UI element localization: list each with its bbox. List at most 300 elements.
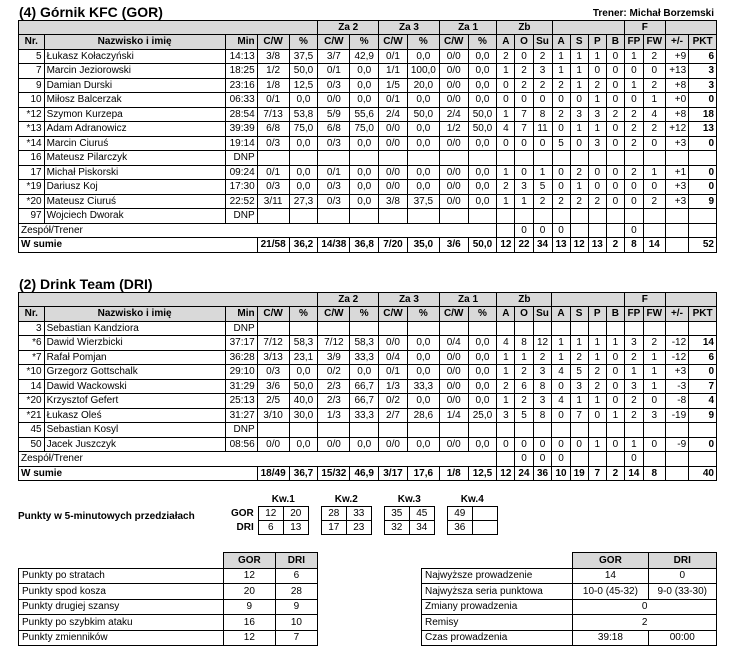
stat-cell: 58,3 (289, 336, 318, 351)
stat-cell: 0/0 (318, 93, 350, 108)
stat-cell: 0,0 (468, 194, 497, 209)
stat-cell: 5/9 (318, 107, 350, 122)
stat-cell: 1/2 (439, 122, 468, 137)
empty-cell (689, 151, 717, 166)
stat-cell: 0 (606, 180, 624, 195)
quarter-score: 36 (447, 521, 472, 535)
header-blank (19, 293, 318, 307)
empty-cell (350, 209, 379, 224)
total-cell: 19 (570, 466, 588, 481)
stats-row (19, 568, 318, 584)
total-cell: 3/17 (379, 466, 408, 481)
stat-cell: -9 (665, 437, 688, 452)
stat-cell: 0 (643, 394, 665, 409)
quarters-gap (434, 507, 447, 521)
stat-cell: 0 (515, 49, 533, 64)
stat-cell: 1 (497, 394, 515, 409)
total-cell: 2 (606, 466, 624, 481)
stat-cell: 3 (643, 408, 665, 423)
stats-row (422, 568, 717, 584)
stat-cell: 2 (588, 379, 606, 394)
header-group-za1: Za 1 (439, 293, 497, 307)
minutes: 37:17 (225, 336, 257, 351)
stat-cell: 55,6 (350, 107, 379, 122)
minutes: 25:13 (225, 394, 257, 409)
total-cell: 36,2 (289, 238, 318, 253)
stat-cell: 2/4 (379, 107, 408, 122)
stats-row (422, 615, 717, 631)
player-number: 17 (19, 165, 45, 180)
stat-cell: 50,0 (468, 107, 497, 122)
stat-cell: 0 (552, 437, 570, 452)
stat-cell: 0,0 (350, 437, 379, 452)
stat-cell: 6 (689, 49, 717, 64)
stat-cell: 0 (689, 93, 717, 108)
stat-cell: 7 (689, 379, 717, 394)
stat-cell: 0,0 (407, 336, 439, 351)
stat-cell: 8 (533, 408, 552, 423)
empty-cell (665, 423, 688, 438)
empty-cell (350, 321, 379, 336)
stat-cell: 1 (588, 394, 606, 409)
empty-cell (606, 223, 624, 238)
stat-cell: 4 (552, 394, 570, 409)
stat-cell: 1/2 (257, 64, 289, 79)
stat-cell: 2 (515, 78, 533, 93)
player-number: 7 (19, 64, 45, 79)
stat-cell: 3 (515, 180, 533, 195)
stat-cell: 9 (689, 194, 717, 209)
header-group-za2: Za 2 (318, 21, 379, 35)
stats-row (422, 630, 717, 646)
empty-cell (552, 151, 570, 166)
empty-cell (407, 321, 439, 336)
empty-cell (257, 423, 289, 438)
stat-cell: 53,8 (289, 107, 318, 122)
team-fouls: 0 (624, 452, 643, 467)
total-cell: 10 (552, 466, 570, 481)
empty-cell (439, 151, 468, 166)
stat-cell: 0/0 (379, 437, 408, 452)
player-row (19, 321, 717, 336)
total-cell: 40 (689, 466, 717, 481)
stats-right-table (421, 552, 717, 646)
stat-cell: 0/1 (379, 365, 408, 380)
stat-cell: 1 (588, 336, 606, 351)
column-header: Su (533, 307, 552, 322)
header-blank (665, 293, 716, 307)
quarters-gap (434, 521, 447, 535)
stat-cell: 0/1 (257, 93, 289, 108)
stats-header: GOR (573, 553, 648, 569)
empty-cell (379, 151, 408, 166)
empty-cell (643, 321, 665, 336)
stats-label: Punkty drugiej szansy (19, 599, 224, 615)
stat-cell: 2 (606, 107, 624, 122)
stat-cell: 0 (606, 194, 624, 209)
empty-cell (407, 151, 439, 166)
empty-cell (407, 423, 439, 438)
stat-cell: 0 (533, 437, 552, 452)
stat-cell: 0,0 (468, 336, 497, 351)
stat-cell: 66,7 (350, 394, 379, 409)
stat-cell: 0,0 (407, 365, 439, 380)
stat-cell: +8 (665, 78, 688, 93)
minutes: 28:54 (225, 107, 257, 122)
stat-cell: 2 (588, 194, 606, 209)
minutes: 23:16 (225, 78, 257, 93)
empty-cell (570, 452, 588, 467)
empty-cell (468, 151, 497, 166)
empty-cell (570, 223, 588, 238)
stat-cell: 0/0 (257, 437, 289, 452)
player-number: *10 (19, 365, 45, 380)
total-cell: 12 (570, 238, 588, 253)
empty-cell (257, 209, 289, 224)
empty-cell (624, 209, 643, 224)
stat-cell: 0 (515, 136, 533, 151)
column-header: FP (624, 307, 643, 322)
team1-title: (4) Górnik KFC (GOR) (19, 4, 163, 20)
stat-cell: 2 (624, 408, 643, 423)
minutes: DNP (225, 209, 257, 224)
stat-cell: 3/11 (257, 194, 289, 209)
stat-cell: 7 (515, 122, 533, 137)
stat-cell: 0,0 (468, 365, 497, 380)
column-header: % (468, 35, 497, 50)
stat-cell: 9 (689, 408, 717, 423)
minutes: 31:27 (225, 408, 257, 423)
player-row (19, 379, 717, 394)
player-number: *6 (19, 336, 45, 351)
player-name: Rafał Pomjan (44, 350, 225, 365)
player-number: 3 (19, 321, 45, 336)
empty-cell (588, 321, 606, 336)
stat-cell: 0 (588, 64, 606, 79)
player-row (19, 437, 717, 452)
total-cell (665, 238, 688, 253)
quarters-team-name: DRI (236, 522, 254, 533)
player-row (19, 423, 717, 438)
player-name: Sebastian Kandziora (44, 321, 225, 336)
stat-cell: 2 (497, 379, 515, 394)
total-cell: 36,8 (350, 238, 379, 253)
stat-cell: 0 (689, 165, 717, 180)
minutes: 36:28 (225, 350, 257, 365)
stat-cell: 12 (533, 336, 552, 351)
stat-cell: 0 (606, 165, 624, 180)
stat-cell: 0/1 (379, 49, 408, 64)
empty-cell (570, 423, 588, 438)
column-header: B (606, 307, 624, 322)
stat-cell: 50,0 (289, 64, 318, 79)
stat-cell: 2 (643, 336, 665, 351)
stat-cell: 3 (497, 408, 515, 423)
player-number: 50 (19, 437, 45, 452)
stat-cell: 2/3 (318, 394, 350, 409)
stat-cell: 50,0 (468, 122, 497, 137)
player-row (19, 151, 717, 166)
empty-cell (257, 321, 289, 336)
stats-label: Punkty zmienników (19, 630, 224, 646)
stat-cell: 0 (606, 365, 624, 380)
total-cell: 36,7 (289, 466, 318, 481)
empty-cell (643, 151, 665, 166)
team2-title: (2) Drink Team (DRI) (19, 276, 153, 292)
stat-cell: 0 (552, 180, 570, 195)
stat-cell: 2 (588, 78, 606, 93)
team-coach-row (19, 452, 717, 467)
total-cell: 46,9 (350, 466, 379, 481)
total-cell: 7 (588, 466, 606, 481)
stat-cell: 0,0 (407, 93, 439, 108)
stat-cell: 0,0 (289, 437, 318, 452)
stat-cell: -19 (665, 408, 688, 423)
stat-cell: 6/8 (257, 122, 289, 137)
stat-cell: 40,0 (289, 394, 318, 409)
stat-cell: 5 (570, 365, 588, 380)
stat-cell: 13 (689, 122, 717, 137)
stat-cell: 0 (515, 93, 533, 108)
stat-cell: 0 (497, 136, 515, 151)
quarter-header: Kw.4 (460, 494, 484, 505)
stats-label: Najwyższe prowadzenie (422, 568, 573, 584)
stat-cell: 37,5 (289, 49, 318, 64)
empty-cell (588, 209, 606, 224)
stat-cell: +0 (665, 93, 688, 108)
stat-cell: 0,0 (468, 49, 497, 64)
stats-row (422, 584, 717, 600)
column-header: FW (643, 307, 665, 322)
player-name: Adam Adranowicz (44, 122, 225, 137)
player-row (19, 78, 717, 93)
column-header: C/W (379, 307, 408, 322)
stat-cell: 1 (570, 394, 588, 409)
stat-cell: 100,0 (407, 64, 439, 79)
empty-cell (318, 209, 350, 224)
stat-cell: 0,0 (468, 394, 497, 409)
stat-cell: 2 (533, 49, 552, 64)
stat-cell: +3 (665, 194, 688, 209)
empty-cell (497, 223, 515, 238)
total-cell: 35,0 (407, 238, 439, 253)
stat-cell: +9 (665, 49, 688, 64)
stat-cell: 1 (570, 336, 588, 351)
empty-cell (665, 151, 688, 166)
column-header: % (289, 35, 318, 50)
player-number: *20 (19, 394, 45, 409)
stat-cell: 33,3 (350, 408, 379, 423)
stat-cell: 3/8 (379, 194, 408, 209)
total-cell: 17,6 (407, 466, 439, 481)
total-cell: 24 (515, 466, 533, 481)
quarter-score: 20 (283, 507, 308, 521)
stat-cell: 1 (497, 194, 515, 209)
stat-cell: 1 (570, 49, 588, 64)
stat-cell: 4 (689, 394, 717, 409)
stat-cell: 0/3 (318, 194, 350, 209)
stat-cell: 0,0 (468, 379, 497, 394)
stats-label: Punkty spod kosza (19, 584, 224, 600)
stat-cell: 3 (570, 107, 588, 122)
stats-header-blank (422, 553, 573, 569)
stat-cell: 2 (552, 78, 570, 93)
stat-cell: 0,0 (289, 180, 318, 195)
stat-cell: 23,1 (289, 350, 318, 365)
stat-cell: 1 (588, 437, 606, 452)
stat-cell: 0/3 (257, 365, 289, 380)
stat-cell: 42,9 (350, 49, 379, 64)
stats-value: 10-0 (45-32) (573, 584, 648, 600)
quarter-score: 28 (321, 507, 346, 521)
empty-cell (552, 321, 570, 336)
stats-row (19, 630, 318, 646)
stat-cell: 0/0 (379, 165, 408, 180)
team-coach-row (19, 223, 717, 238)
empty-cell (515, 151, 533, 166)
stat-cell: 4 (552, 365, 570, 380)
player-row (19, 394, 717, 409)
stat-cell: 3 (570, 379, 588, 394)
stat-cell: 3 (533, 394, 552, 409)
minutes: 17:30 (225, 180, 257, 195)
empty-cell (533, 209, 552, 224)
stat-cell: 5 (552, 136, 570, 151)
empty-cell (665, 223, 688, 238)
stat-cell: 0/0 (379, 336, 408, 351)
player-number: *14 (19, 136, 45, 151)
column-header: A (497, 307, 515, 322)
stat-cell: 0 (570, 437, 588, 452)
stat-cell: 1 (643, 365, 665, 380)
column-header: C/W (318, 35, 350, 50)
column-header: PKT (689, 307, 717, 322)
empty-cell (533, 151, 552, 166)
header-group-za1: Za 1 (439, 21, 497, 35)
stat-cell: 6 (689, 350, 717, 365)
empty-cell (289, 151, 318, 166)
total-cell: 15/32 (318, 466, 350, 481)
empty-cell (689, 321, 717, 336)
column-header: Nazwisko i imię (44, 307, 225, 322)
total-cell: 8 (643, 466, 665, 481)
stat-cell: 0/0 (439, 180, 468, 195)
quarter-score: 13 (283, 521, 308, 535)
stat-cell: 0 (643, 64, 665, 79)
player-number: *7 (19, 350, 45, 365)
stats-value: 12 (223, 568, 275, 584)
empty-cell (570, 151, 588, 166)
stat-cell: 3 (689, 64, 717, 79)
stat-cell: 2 (570, 350, 588, 365)
stat-cell: 2 (588, 365, 606, 380)
stat-cell: 0/3 (257, 136, 289, 151)
quarter-score (472, 521, 497, 535)
stat-cell: 28,6 (407, 408, 439, 423)
stat-cell: 0,0 (350, 365, 379, 380)
empty-cell (588, 423, 606, 438)
stat-cell: 2 (533, 194, 552, 209)
stat-cell: 0,0 (407, 394, 439, 409)
quarter-header: Kw.1 (271, 494, 295, 505)
stats-label: Punkty po stratach (19, 568, 224, 584)
team-assists: 0 (552, 452, 570, 467)
player-row (19, 122, 717, 137)
player-name: Mateusz Pilarczyk (44, 151, 225, 166)
stat-cell: 3/6 (257, 379, 289, 394)
stat-cell: 2 (552, 107, 570, 122)
stat-cell: 1 (497, 365, 515, 380)
stat-cell: +12 (665, 122, 688, 137)
team-fouls: 0 (624, 223, 643, 238)
empty-cell (624, 151, 643, 166)
player-number: 5 (19, 49, 45, 64)
total-cell: 52 (689, 238, 717, 253)
stat-cell: 1 (497, 165, 515, 180)
quarters-gap (371, 493, 384, 507)
stat-cell: 2 (533, 350, 552, 365)
quarters-blank (228, 493, 258, 507)
column-header: % (407, 35, 439, 50)
stat-cell: 5 (533, 180, 552, 195)
player-name: Miłosz Balcerzak (44, 93, 225, 108)
team2-boxscore-table (18, 292, 717, 481)
total-cell: 18/49 (257, 466, 289, 481)
stat-cell: 0/1 (318, 64, 350, 79)
stat-cell: 0/2 (379, 394, 408, 409)
stat-cell: 50,0 (407, 107, 439, 122)
stat-cell: 3 (588, 136, 606, 151)
player-row (19, 194, 717, 209)
stat-cell: 1 (588, 49, 606, 64)
stat-cell: 0 (588, 180, 606, 195)
stat-cell: 1 (570, 122, 588, 137)
stats-row (422, 599, 717, 615)
stat-cell: 8 (533, 379, 552, 394)
empty-cell (570, 321, 588, 336)
stat-cell: 0 (552, 408, 570, 423)
stat-cell: 0 (570, 93, 588, 108)
stats-value: 0 (573, 599, 717, 615)
stat-cell: 1 (497, 107, 515, 122)
stat-cell: 0/3 (318, 78, 350, 93)
player-row (19, 64, 717, 79)
player-row (19, 165, 717, 180)
empty-cell (318, 423, 350, 438)
stat-cell: 0 (606, 78, 624, 93)
stat-cell: 0/3 (257, 180, 289, 195)
stat-cell: 0 (606, 350, 624, 365)
stat-cell: 0,0 (407, 165, 439, 180)
stat-cell: 2 (515, 64, 533, 79)
stats-value: 16 (223, 615, 275, 631)
stats-value: 9 (223, 599, 275, 615)
stat-cell: 2 (624, 165, 643, 180)
stat-cell: 1 (624, 365, 643, 380)
stat-cell: 0,0 (407, 180, 439, 195)
empty-cell (497, 321, 515, 336)
empty-cell (468, 209, 497, 224)
stat-cell: 2 (624, 122, 643, 137)
stat-cell: 1 (624, 49, 643, 64)
empty-cell (515, 321, 533, 336)
empty-cell (606, 151, 624, 166)
stat-cell: 0,0 (289, 365, 318, 380)
quarter-header: Kw.3 (397, 494, 421, 505)
empty-cell (665, 321, 688, 336)
stat-cell: 0 (606, 64, 624, 79)
stat-cell: 0/0 (439, 64, 468, 79)
